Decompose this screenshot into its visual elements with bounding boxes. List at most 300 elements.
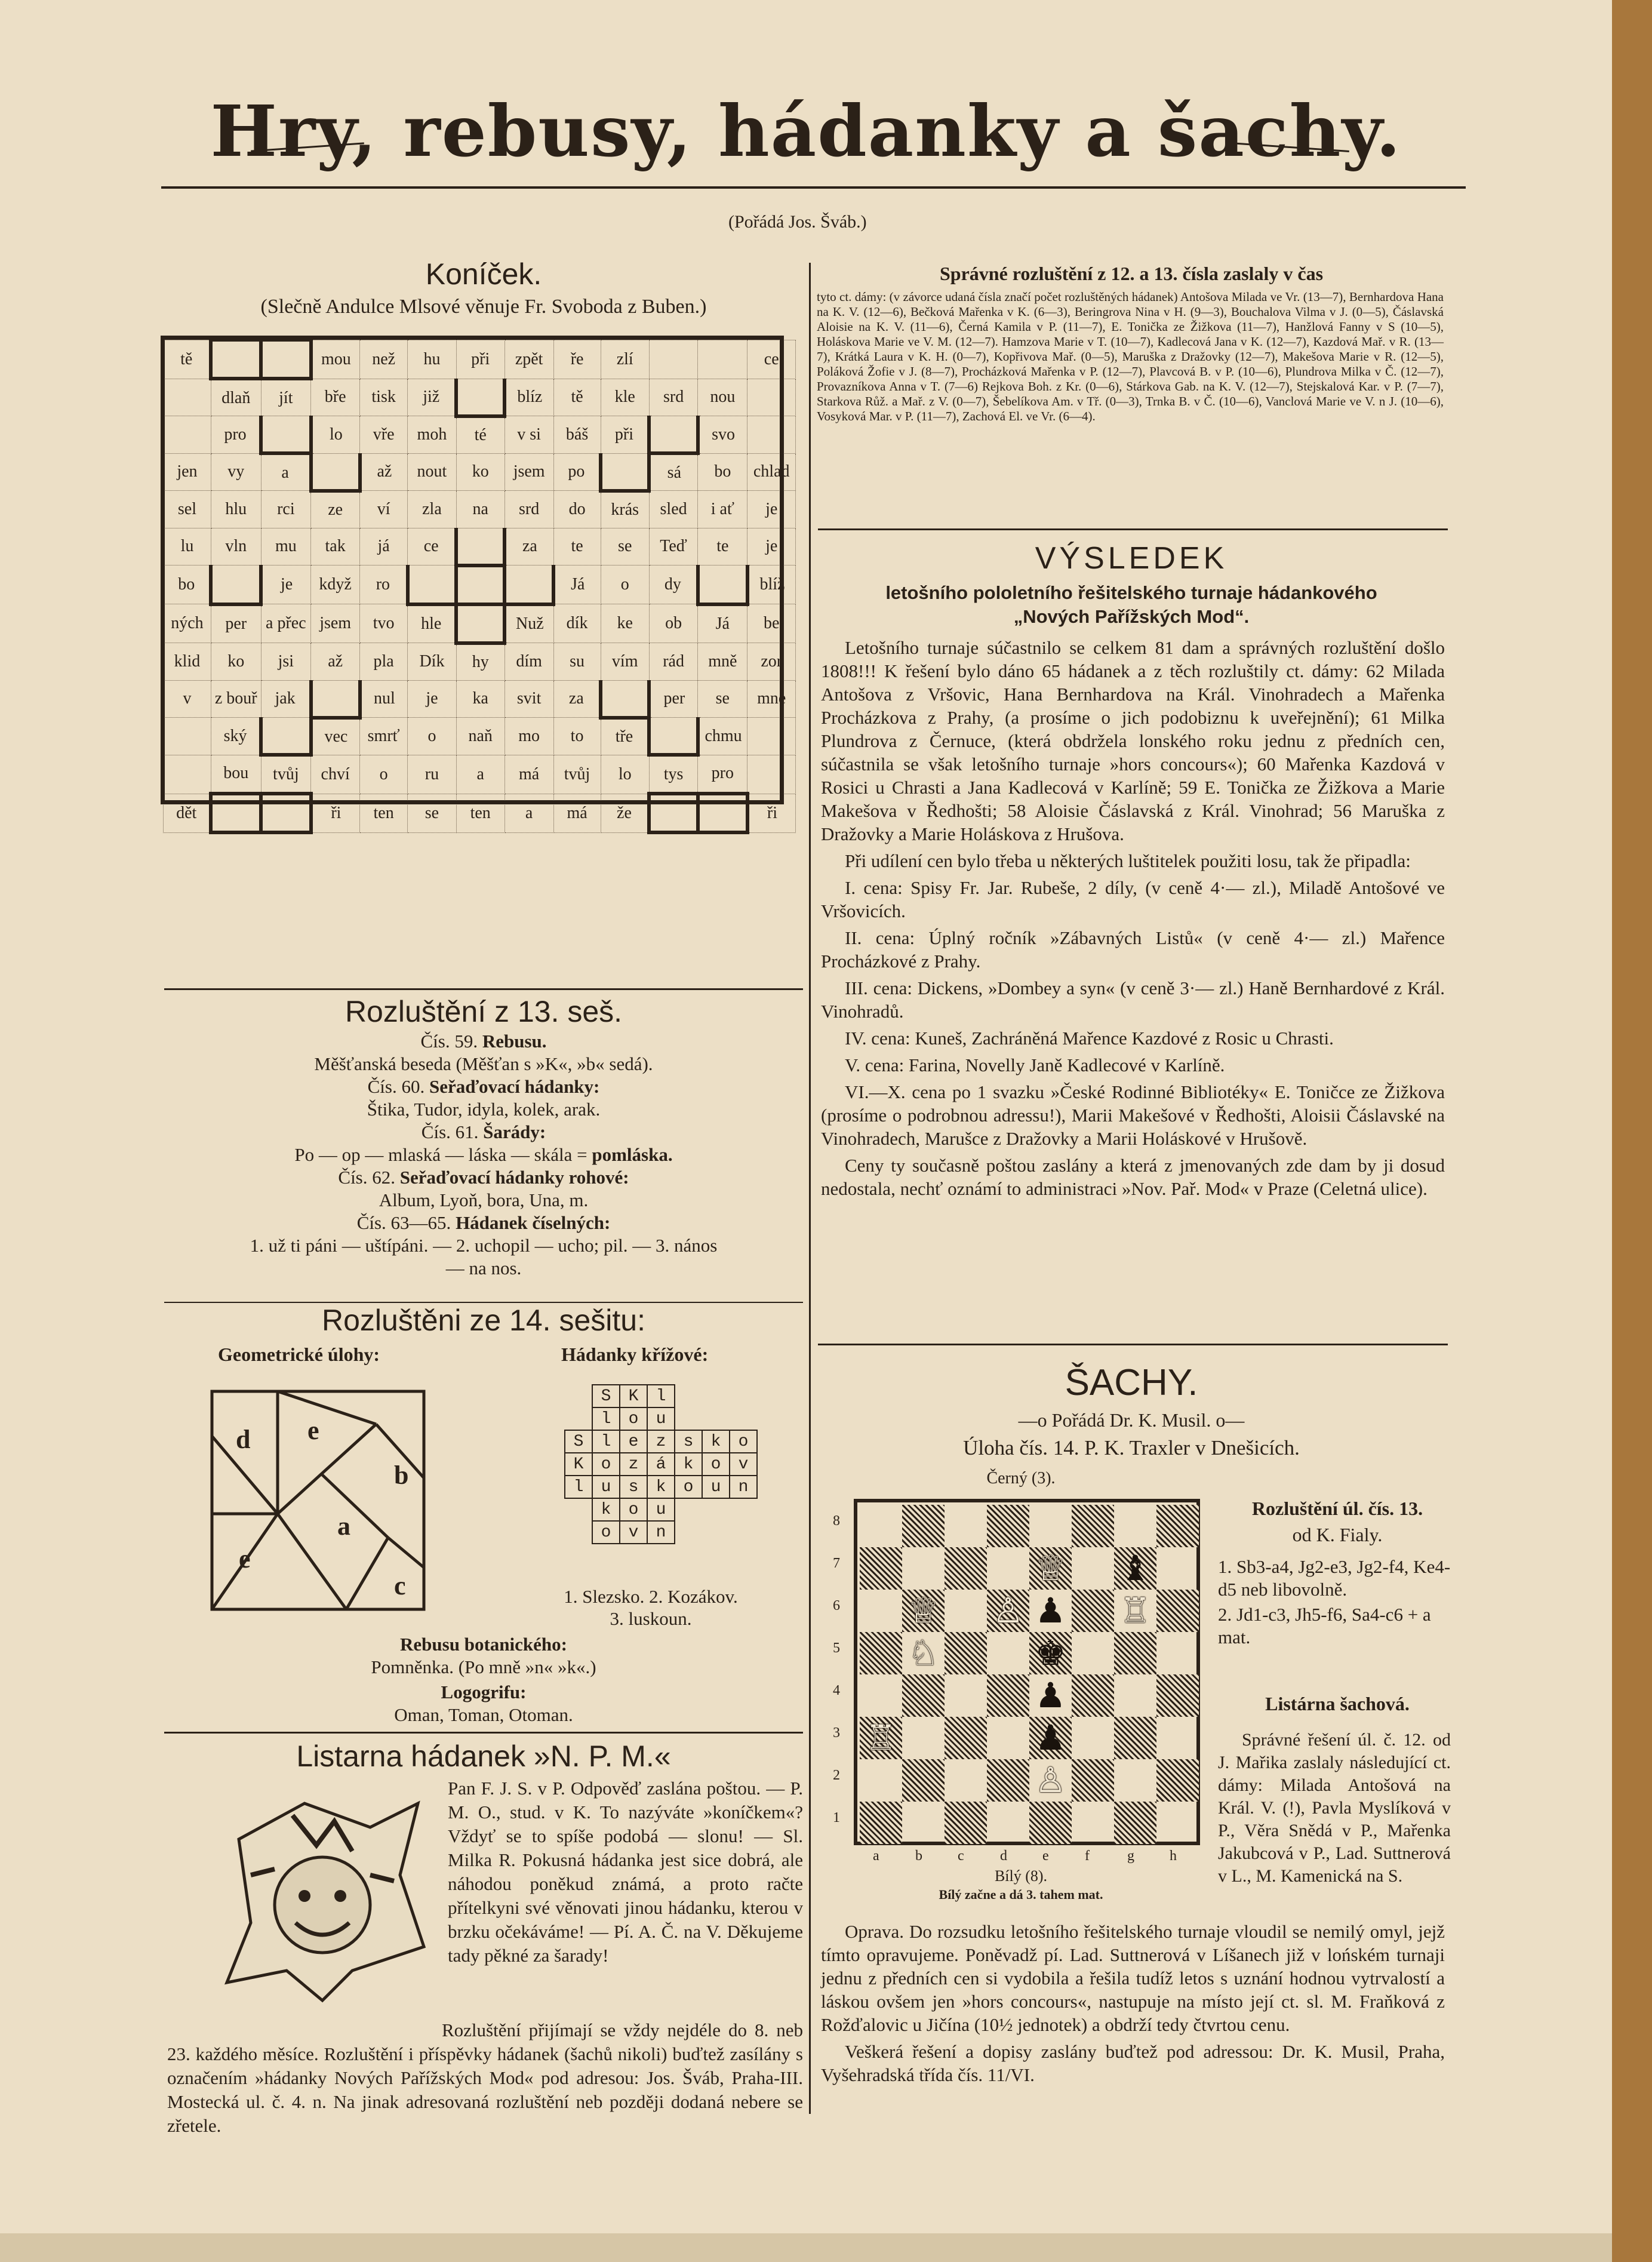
cross-cell: l [565,1476,592,1498]
chess-arranged-by: —o Pořádá Dr. K. Musil. o— [1018,1409,1245,1431]
chessboard [854,1499,1200,1845]
knight-cell: zla [408,491,457,528]
chess-square [945,1505,987,1547]
solution-label: Seřaďovací hádanky rohové: [399,1167,629,1188]
file-label: f [1085,1848,1090,1864]
listarna-paragraph: Rozluštění přijímají se vždy nejdéle do 8. neb 23. každého měsíce. Rozluštění i příspěvky hádanek (šachů nikoli) buďtež zasílány s označením »hádanky Nových Pařížských Mod« pod adresou: Jos. Šváb, Praha-III. Mostecká ul. č. 4. n. Na jinak adresovaná rozluštění neb později dodaná nebere se zřetele. [167,2020,803,2136]
cross-cell: u [647,1498,675,1521]
knight-cell: tak [311,528,360,566]
chess-piece: ♖ [865,1717,897,1758]
knight-cell: po [553,453,601,491]
knight-cell: je [408,680,457,718]
file-label: a [873,1848,879,1864]
chess-square [1072,1717,1114,1759]
knight-cell: jak [261,680,310,718]
solution-line [161,1053,806,1075]
rule [164,988,803,990]
rebus-label: Rebusu botanického: [400,1634,567,1655]
knight-cell: o [360,755,408,794]
cross-cell: n [647,1521,675,1544]
knight-cell: a [456,755,504,794]
rebus-answer: Pomněnka. (Po mně »n« »k«.) [371,1656,596,1677]
chess-square [945,1802,987,1844]
logogrif-answer: Oman, Toman, Otoman. [394,1704,573,1725]
knight-cell: kle [601,379,649,416]
knight-cell: ro [360,566,408,604]
knight-cell: vím [601,643,649,681]
chess-piece: ♙ [1035,1760,1066,1800]
knight-cell: vec [311,718,360,755]
file-label: c [958,1848,964,1864]
knight-cell: mně [698,643,747,681]
geo-letter: a [337,1511,350,1541]
cross-blank [702,1407,730,1430]
chess-square [860,1505,902,1547]
knight-cell: Nuž [504,604,553,643]
chessboard-squares [860,1505,1199,1844]
knight-cell: rci [261,491,310,528]
cross-cell: u [702,1476,730,1498]
cross-cell: z [620,1453,647,1476]
chess-square [1156,1759,1199,1802]
solution-line [161,1075,806,1098]
cross-blank [675,1407,702,1430]
cross-cell: S [565,1430,592,1453]
knight-cell: srd [504,491,553,528]
knight-cell: když [311,566,360,604]
chess-square [1114,1632,1156,1674]
knight-cell: hy [456,643,504,681]
knight-cell: chví [311,755,360,794]
knight-cell: se [698,680,747,718]
chess-square [902,1547,945,1590]
solution-13-move-1: 1. Sb3-a4, Jg2-e3, Jg2-f4, Ke4-d5 neb libovolně. [1218,1556,1451,1600]
cross-row [565,1498,757,1521]
chess-piece: ♙ [992,1590,1024,1631]
knight-cell: se [408,794,457,832]
geo-letter: b [394,1461,409,1490]
correct-solutions-text: tyto ct. dámy: (v závorce udaná čísla značí počet rozluštěných hádanek) Antošova Milada ve Vr. (13—7), Bernhardova Hana na K. V. (12—6), Bečková Mařenka v K. (6—3), Beringrova Nina v H. (9—3), Bouchalova Vilma v J. (0—5), Čáslavská Aloisie na K. V. (11—6), Černá Kamila v P. (11—7), E. Tonička ze Žižkova (11—7), Hanžlová Fanny v S (10—5), Holáskova Marie ve V. M. (12—7). Hamzova Marie v T. (10—7), Kadlecová Jana v K. (12—7), Kazdová Mař. v R. (13—7), Krátká Laura v K. H. (0—7), Kopřivova Mař. (0—5), Maruška z Dražovky (12—7), Makešova Marie v R. (12—5), Poláková Žofie v J. (8—7), Procházková Mařenka v P. (12—7), Plavcová B. v P. (10—6), Plundrova Milka v Č. (12—7), Provazníkova Anna v T. (7—6) Rejkova Boh. z Kr. (0—6), Stárkova Gab. na K. V. (12—7), Stejskalová Kar. v P. (7—7), Starkova Růž. a Mař. z V. (0—7), Šebelíkova Am. v Tř. (0—3), Trnka B. v Č. (10—6), Vanclová Marie ve V. n J. (10—6), Vosyková Mar. v P. (11—7), Zachová El. ve Vr. (6—4). [817,290,1444,423]
knight-cell: Já [553,566,601,604]
file-label: e [1042,1848,1049,1864]
geometric-figure [209,1388,430,1615]
knight-cell: jsi [261,643,310,681]
logogrif-label: Logogrifu: [441,1682,527,1702]
knight-cell: be [747,604,796,643]
knight-cell: ví [360,491,408,528]
rule [818,1344,1448,1345]
cross-blank [565,1385,592,1407]
chess-footer [821,1920,1445,2090]
knight-cell: blíz [504,379,553,416]
results-paragraph: Při udílení cen bylo třeba u některých luštitelek použiti losu, tak že připadla: [845,850,1411,871]
knight-cell: bo [698,453,747,491]
chess-square [860,1590,902,1632]
solutions14-heading: Rozluštěni ze 14. sešitu: [322,1304,645,1337]
solution-label: Šarády: [483,1121,546,1142]
cross-cell: K [565,1453,592,1476]
chess-piece: ♕ [907,1590,939,1631]
knight-cell: báš [553,416,601,454]
results-subheading-2: „Nových Pařížských Mod“. [1013,606,1250,627]
knight-cell: ko [211,643,261,681]
white-label: Bílý (8). [994,1867,1048,1885]
knight-cell: blíž [747,566,796,604]
cross-cell: l [592,1407,620,1430]
cross-cell: á [647,1453,675,1476]
knight-cell: v si [504,416,553,454]
knight-cell: mu [261,528,310,566]
chess-square [1114,1802,1156,1844]
knight-cell: Já [698,604,747,643]
chess-heading: ŠACHY. [1065,1362,1198,1403]
solution-text: Čís. 63—65. [356,1212,456,1233]
results-prize: I. cena: Spisy Fr. Jar. Rubeše, 2 díly, (v ceně 4·— zl.), Miladě Antošové ve Vršovicích. [821,877,1445,921]
solution-text: Štika, Tudor, idyla, kolek, arak. [367,1099,601,1120]
results-heading: VÝSLEDEK [1035,541,1228,576]
listarna-text-1 [448,1777,803,1971]
clown-illustration [215,1791,442,2006]
knight-cell: o [408,718,457,755]
solution-text: Čís. 59. [420,1031,482,1052]
chess-piece: ♘ [907,1633,939,1673]
knight-cell: o [601,566,649,604]
cross-cell: o [620,1498,647,1521]
rank-labels [833,1501,851,1843]
chess-square [902,1759,945,1802]
knight-cell: te [698,528,747,566]
cross-cell: z [647,1430,675,1453]
knight-cell: svit [504,680,553,718]
knight-cell: při [456,340,504,379]
cross-row [565,1453,757,1476]
knight-cell: jen [164,453,211,491]
chess-square [1156,1547,1199,1590]
knight-cell: ze [311,491,360,528]
chess-square [1114,1505,1156,1547]
results-prize: V. cena: Farina, Novelly Janě Kadlecové v Karlíně. [845,1055,1225,1075]
rank-label: 3 [833,1725,840,1741]
results-paragraph: Letošního turnaje súčastnilo se celkem 81 dam a správných rozluštění došlo 1808!!! K řešení bylo dáno 65 hádanek a z těch rozluštily ct. dámy: 62 Milada Antošova z Vršovic, Hana Bernhardova na Král. Vinohradech a Mařenka Procházkova z Prahy, (a prosíme o jich podobiznu k uveřejnění); 61 Milka Plundrova z Černuce, (která obdržela lonského roku jednu z předních cen, súčastnila se však letošního turnaje »hors concours«); 60 Mařenka Kazdová v Rosici u Chrasti a Jana Kadlecová v Karlíně; 59 E. Tonička ze Žižkova a Marie Makešova v Ředhošti; 58 Aloisie Čáslavská z Král. Vinohrad; 56 Maruška z Dražovky a Marie Holáskova z Hrušova. [821,637,1445,844]
cross-row [565,1521,757,1544]
knight-cell: lu [164,528,211,566]
chess-piece: ♟ [1035,1590,1066,1631]
knight-cell: tvůj [261,755,310,794]
chess-square [860,1759,902,1802]
solution-text: Po — op — mlaská — láska — skála = [294,1144,592,1165]
chess-square [860,1632,902,1674]
correct-solutions-heading: Správné rozluštění z 12. a 13. čísla zaslaly v čas [939,263,1324,284]
knight-cell: ru [408,755,457,794]
knight-cell: má [504,755,553,794]
chess-square [1156,1717,1199,1759]
cross-cell: l [592,1430,620,1453]
chess-listarna [1218,1729,1451,1891]
cross-row [565,1407,757,1430]
knight-cell: per [211,604,261,643]
knight-cell: ský [211,718,261,755]
knight-cell: bo [164,566,211,604]
solution-13-move-2: 2. Jd1-c3, Jh5-f6, Sa4-c6 + a mat. [1218,1604,1431,1648]
knight-cell: hle [408,604,457,643]
knight-cell: ři [747,794,796,832]
chess-square [945,1632,987,1674]
cross-cell: s [675,1430,702,1453]
rank-label: 2 [833,1768,840,1783]
arranged-by: (Pořádá Jos. Šváb.) [728,212,867,232]
chess-square [987,1717,1029,1759]
file-label: g [1127,1848,1134,1864]
knight-cell: mo [504,718,553,755]
cross-cell: s [620,1476,647,1498]
knight-cell: dlaň [211,379,261,416]
chess-piece: ♝ [1119,1548,1151,1588]
cross-cell: v [730,1453,757,1476]
knight-cell: mne [747,680,796,718]
chess-square [945,1547,987,1590]
oprava-paragraph: Oprava. Do rozsudku letošního řešitelského turnaje vloudil se nemilý omyl, jejž tímto opravujeme. Poněvadž pí. Lad. Suttnerová v Líšanech již v lońském turnaji jednu z předních cen si vydobila a řešila tudíž letos s uznání hodnou vytrvalostí a láskou ovšem jen »hors concours«, nastupuje na místo její ct. sl. M. Fraňková z Rožďalovic u Jičína (10½ jednotek) a obdrží tedy čtvrtou cenu. [821,1921,1445,2035]
knight-cell: ře [553,340,601,379]
cross-cell: u [592,1476,620,1498]
knight-cell: sled [649,491,697,528]
knight-cell: je [747,491,796,528]
knight-cell: na [456,491,504,528]
cross-blank [565,1407,592,1430]
knight-cell: nou [698,379,747,416]
results-prize: III. cena: Dickens, »Dombey a syn« (v ceně 3·— zl.) Haně Bernhardové z Král. Vinohradů. [821,978,1445,1022]
knight-cell: mou [311,340,360,379]
knight-cell: za [553,680,601,718]
solution-label: Hádanek číselných: [456,1212,611,1233]
bottom-margin [0,2233,1612,2262]
solution-text: Čís. 60. [367,1076,429,1097]
binding-strip [1612,0,1652,2262]
results-paragraph: Ceny ty současně poštou zaslány a která z jmenovaných zde dam by ji dosud nedostala, nechť oznámí to administraci »Nov. Pař. Mod« v Praze (Celetná ulice). [821,1155,1445,1199]
knight-cell: zlí [601,340,649,379]
cross-cell: o [592,1521,620,1544]
solution-text: Měšťanská beseda (Měšťan s »K«, »b« sedá). [314,1053,653,1074]
chess-square [902,1505,945,1547]
knight-cell: Dík [408,643,457,681]
solution-text: — na nos. [445,1258,522,1278]
knight-cell: zpět [504,340,553,379]
knight-cell: jít [261,379,310,416]
knight-cell: pro [211,416,261,454]
cross-cell: e [620,1430,647,1453]
knight-cell: tvo [360,604,408,643]
solution-line [161,1144,806,1166]
file-labels [856,1848,1198,1866]
knight-cell: a [504,794,553,832]
knight-cell: klid [164,643,211,681]
chess-square [1072,1802,1114,1844]
chess-square [1029,1802,1072,1844]
knight-cell: te [553,528,601,566]
knight-cell: již [408,379,457,416]
knight-dedication: (Slečně Andulce Mlsové věnuje Fr. Svoboda z Buben.) [260,296,707,318]
knight-cell: krás [601,491,649,528]
chess-square [902,1674,945,1717]
knight-cell: chmu [698,718,747,755]
knight-cell: ka [456,680,504,718]
knight-cell: dy [649,566,697,604]
chess-square [902,1802,945,1844]
rank-label: 4 [833,1683,840,1698]
cross-cell: o [592,1453,620,1476]
knight-cell: až [360,453,408,491]
knight-cell: já [360,528,408,566]
address-paragraph: Veškerá řešení a dopisy zaslány buďtež pod adressou: Dr. K. Musil, Praha, Vyšehradská třída čís. 11/VI. [821,2041,1445,2085]
knight-cell: dík [553,604,601,643]
listarna-heading: Listarna hádanek »N. P. M.« [296,1739,671,1773]
knight-cell: až [311,643,360,681]
chess-square [1156,1802,1199,1844]
rank-label: 7 [833,1556,840,1571]
solutions13-heading: Rozluštění z 13. seš. [344,995,623,1028]
knight-cell: sá [649,453,697,491]
geo-letter: e [239,1544,251,1573]
cross-blank [565,1521,592,1544]
cross-blank [675,1498,702,1521]
cross-row [565,1385,757,1407]
cross-cell: k [592,1498,620,1521]
chess-square [987,1802,1029,1844]
chess-square [1114,1674,1156,1717]
solution-13-by: od K. Fialy. [1292,1524,1383,1545]
chess-square [987,1632,1029,1674]
knight-cell: než [360,340,408,379]
results-subheading-1: letošního pololetního řešitelského turnaje hádankového [885,582,1377,603]
knight-cell: ce [408,528,457,566]
knight-cell: za [504,528,553,566]
knight-cell: tě [164,340,211,379]
knight-grid [163,338,796,971]
cross-blank [730,1498,757,1521]
knight-cell: z bouř [211,680,261,718]
chess-square [860,1547,902,1590]
knight-cell: tře [601,718,649,755]
knight-cell: sel [164,491,211,528]
solution-text: Čís. 62. [338,1167,400,1188]
knight-cell: nout [408,453,457,491]
rule [164,1732,803,1734]
cross-blank [702,1521,730,1544]
chess-piece: ♕ [1035,1548,1066,1588]
knight-cell: bře [311,379,360,416]
cross-cell: u [647,1407,675,1430]
knight-cell: je [747,528,796,566]
knight-cell: lo [601,755,649,794]
file-label: d [1000,1848,1007,1864]
chess-square [987,1547,1029,1590]
solution-13-heading: Rozluštění úl. čís. 13. [1251,1498,1423,1519]
chess-caption: Bílý začne a dá 3. tahem mat. [939,1887,1103,1902]
chess-piece: ♖ [1119,1590,1151,1631]
chess-square [987,1505,1029,1547]
geo-letter: d [236,1425,251,1454]
chess-square [945,1759,987,1802]
cross-cell: k [702,1430,730,1453]
results-prize: IV. cena: Kuneš, Zachráněná Mařence Kazdové z Rosic u Chrasti. [845,1028,1334,1049]
cross-blank [702,1498,730,1521]
cross-answer-2: 3. luskoun. [610,1608,692,1629]
page-title: Hry, rebusy, hádanky a šachy. [210,90,1402,173]
knight-cell: vře [360,416,408,454]
cross-blank [675,1385,702,1407]
cross-cell: o [702,1453,730,1476]
knight-cell: dím [504,643,553,681]
knight-cell: zor [747,643,796,681]
cross-answer-1: 1. Slezsko. 2. Kozákov. [564,1586,738,1607]
cross-blank [730,1521,757,1544]
cross-label: Hádanky křížové: [561,1344,709,1365]
knight-cell: se [601,528,649,566]
knight-cell: ke [601,604,649,643]
knight-frame [161,336,784,804]
chess-piece: ♚ [1035,1633,1066,1673]
cross-blank [565,1498,592,1521]
rank-label: 5 [833,1640,840,1656]
rank-label: 8 [833,1513,840,1529]
solution-label: Seřaďovací hádanky: [429,1076,600,1097]
chess-square [987,1759,1029,1802]
knight-cell: tvůj [553,755,601,794]
solution-line [161,1121,806,1144]
cross-cell: k [675,1453,702,1476]
chess-square [987,1674,1029,1717]
solution-label: pomláska. [592,1144,673,1165]
knight-cell: do [553,491,601,528]
knight-cell: ných [164,604,211,643]
knight-cell: ce [747,340,796,379]
chess-square [1156,1632,1199,1674]
cross-cell: o [620,1407,647,1430]
chess-problem-title: Úloha čís. 14. P. K. Traxler v Dnešicích. [963,1436,1300,1459]
knight-cell: moh [408,416,457,454]
knight-cell: té [456,416,504,454]
knight-cell: ko [456,453,504,491]
knight-cell: v [164,680,211,718]
chess-square [945,1674,987,1717]
chess-square [860,1674,902,1717]
chess-square [860,1802,902,1844]
solution-line [161,1212,806,1234]
knight-cell: při [601,416,649,454]
knight-cell: naň [456,718,504,755]
cross-puzzle [564,1384,758,1544]
knight-cell: lo [311,416,360,454]
chess-square [1114,1759,1156,1802]
solution-text: Čís. 61. [421,1121,484,1142]
cross-blank [675,1521,702,1544]
knight-cell: su [553,643,601,681]
rule [818,528,1448,530]
knight-cell: jsem [504,453,553,491]
geo-letter: e [307,1416,319,1445]
cross-cell: k [647,1476,675,1498]
chess-listarna-text: Správné řešení úl. č. 12. od J. Mařika zaslaly následující ct. dámy: Milada Antošová na Král. V. (!), Pavla Myslíková v P., Věra Snědá v P., Mařenka Jakubcová v P., Lad. Suttnerová v L., M. Kamenická na S. [1218,1730,1451,1886]
chess-square [1072,1590,1114,1632]
knight-title: Koníček. [425,257,542,291]
knight-cell: jsem [311,604,360,643]
chess-square [1072,1759,1114,1802]
knight-cell: ob [649,604,697,643]
rank-label: 6 [833,1598,840,1613]
black-label: Černý (3). [986,1469,1056,1487]
knight-cell: a přec [261,604,310,643]
knight-cell: hlu [211,491,261,528]
knight-cell: ten [360,794,408,832]
